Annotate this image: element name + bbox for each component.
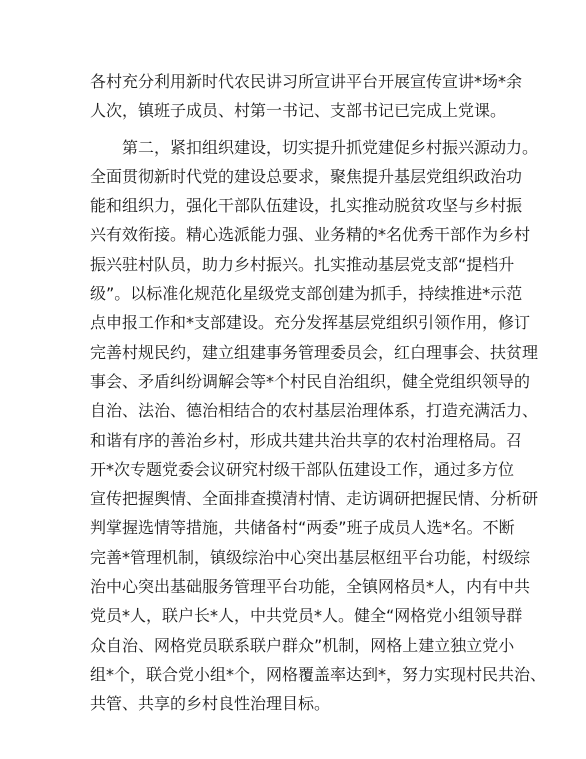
text-line: 兴有效衔接。精心选派能力强、业务精的*名优秀干部作为乡村 [90, 225, 531, 245]
paragraph-1 [90, 67, 523, 126]
text-line: 人次，镇班子成员、村第一书记、支部书记已完成上党课。 [90, 101, 507, 121]
text-line: 全面贯彻新时代党的建设总要求，聚焦提升基层党组织政治功 [90, 166, 523, 186]
text-line: 自治、法治、德治相结合的农村基层治理体系，打造充满活力、 [90, 401, 539, 421]
text-line: 点申报工作和*支部建设。充分发挥基层党组织引领作用，修订 [90, 313, 531, 333]
text-line: 完善*管理机制，镇级综治中心突出基层枢纽平台功能，村级综 [90, 547, 531, 567]
text-line: 宣传把握舆情、全面排查摸清村情、走访调研把握民情、分析研 [90, 489, 539, 509]
text-line: 振兴驻村队员，助力乡村振兴。扎实推动基层党支部“提档升 [90, 254, 515, 274]
document-body [90, 67, 547, 719]
text-line: 党员*人，联户长*人，中共党员*人。健全“网格党小组领导群 [90, 606, 523, 626]
text-line: 判掌握选情等措施，共储备村“两委”班子成员人选*名。不断 [90, 518, 515, 538]
text-line: 完善村规民约，建立组建事务管理委员会，红白理事会、扶贫理 [90, 342, 539, 362]
text-line: 能和组织力，强化干部队伍建设，扎实推动脱贫攻坚与乡村振 [90, 196, 523, 216]
text-line: 和谐有序的善治乡村，形成共建共治共享的农村治理格局。召 [90, 430, 523, 450]
text-line: 共管、共享的乡村良性治理目标。 [90, 694, 331, 714]
paragraph-2 [90, 133, 547, 719]
text-line: 第二，紧扣组织建设，切实提升抓党建促乡村振兴源动力。 [122, 137, 539, 157]
text-line: 各村充分利用新时代农民讲习所宣讲平台开展宣传宣讲*场*余 [90, 72, 523, 91]
text-line: 开*次专题党委会议研究村级干部队伍建设工作，通过多方位 [90, 459, 515, 479]
text-line: 众自治、网格党员联系联户群众”机制，网格上建立独立党小 [90, 635, 515, 655]
text-line: 治中心突出基础服务管理平台功能，全镇网格员*人，内有中共 [90, 577, 531, 597]
text-line: 组*个，联合党小组*个，网格覆盖率达到*，努力实现村民共治、 [90, 664, 547, 684]
text-line: 级”。以标准化规范化星级党支部创建为抓手，持续推进*示范 [90, 284, 523, 304]
text-line: 事会、矛盾纠纷调解会等*个村民自治组织，健全党组织领导的 [90, 371, 531, 391]
